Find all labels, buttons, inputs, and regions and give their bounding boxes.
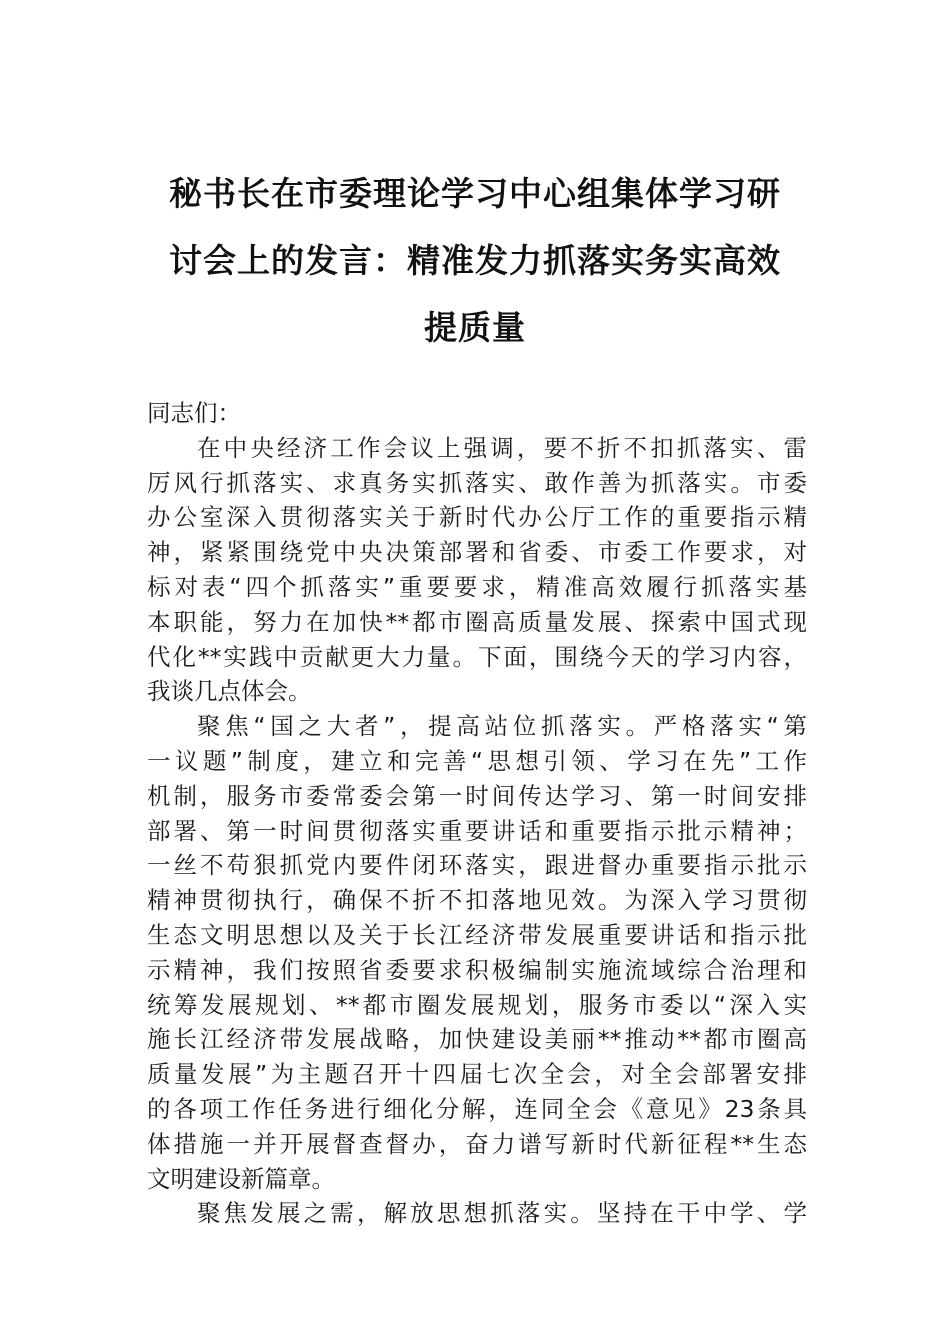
- text-line: 统筹发展规划、**都市圈发展规划，服务市委以“深入实: [147, 990, 807, 1019]
- document-title: [130, 160, 820, 361]
- text-line: 本职能，努力在加快**都市圈高质量发展、探索中国式现: [147, 607, 807, 636]
- title-line: 提质量: [424, 308, 526, 347]
- paragraph: [147, 709, 807, 1196]
- text-line: 聚焦“国之大者”，提高站位抓落实。严格落实“第: [197, 712, 807, 741]
- text-line: 质量发展”为主题召开十四届七次全会，对全会部署安排: [147, 1060, 807, 1089]
- text-line: 机制，服务市委常委会第一时间传达学习、第一时间安排: [147, 781, 807, 810]
- paragraph: [147, 1196, 807, 1231]
- text-line: 的各项工作任务进行细化分解，连同全会《意见》23条具: [147, 1094, 807, 1123]
- text-line: 在中央经济工作会议上强调，要不折不扣抓落实、雷: [197, 433, 807, 462]
- greeting: 同志们：: [147, 399, 241, 427]
- text-line: 标对表“四个抓落实”重要要求，精准高效履行抓落实基: [147, 572, 807, 601]
- text-line: 一议题”制度，建立和完善“思想引领、学习在先”工作: [147, 746, 807, 775]
- text-line: 一丝不苟狠抓党内要件闭环落实，跟进督办重要指示批示: [147, 851, 807, 880]
- text-line: 办公室深入贯彻落实关于新时代办公厅工作的重要指示精: [147, 503, 807, 532]
- title-line: 讨会上的发言：精准发力抓落实务实高效: [169, 241, 781, 280]
- text-line: 生态文明思想以及关于长江经济带发展重要讲话和指示批: [147, 920, 807, 949]
- text-line: 我谈几点体会。: [147, 677, 312, 706]
- text-line: 代化**实践中贡献更大力量。下面，围绕今天的学习内容，: [147, 642, 807, 671]
- text-line: 神，紧紧围绕党中央决策部署和省委、市委工作要求，对: [147, 538, 807, 567]
- text-line: 部署、第一时间贯彻落实重要讲话和重要指示批示精神；: [147, 816, 807, 845]
- title-line: 秘书长在市委理论学习中心组集体学习研: [169, 174, 781, 213]
- text-line: 厉风行抓落实、求真务实抓落实、敢作善为抓落实。市委: [147, 468, 807, 497]
- text-line: 施长江经济带发展战略，加快建设美丽**推动**都市圈高: [147, 1025, 807, 1054]
- text-line: 示精神，我们按照省委要求积极编制实施流域综合治理和: [147, 955, 807, 984]
- text-line: 精神贯彻执行，确保不折不扣落地见效。为深入学习贯彻: [147, 886, 807, 915]
- document-body: [147, 396, 807, 1231]
- text-line: 聚焦发展之需，解放思想抓落实。坚持在干中学、学: [197, 1199, 807, 1228]
- paragraph: [147, 431, 807, 709]
- text-line: 体措施一并开展督查督办，奋力谱写新时代新征程**生态: [147, 1129, 807, 1158]
- text-line: 文明建设新篇章。: [147, 1164, 335, 1193]
